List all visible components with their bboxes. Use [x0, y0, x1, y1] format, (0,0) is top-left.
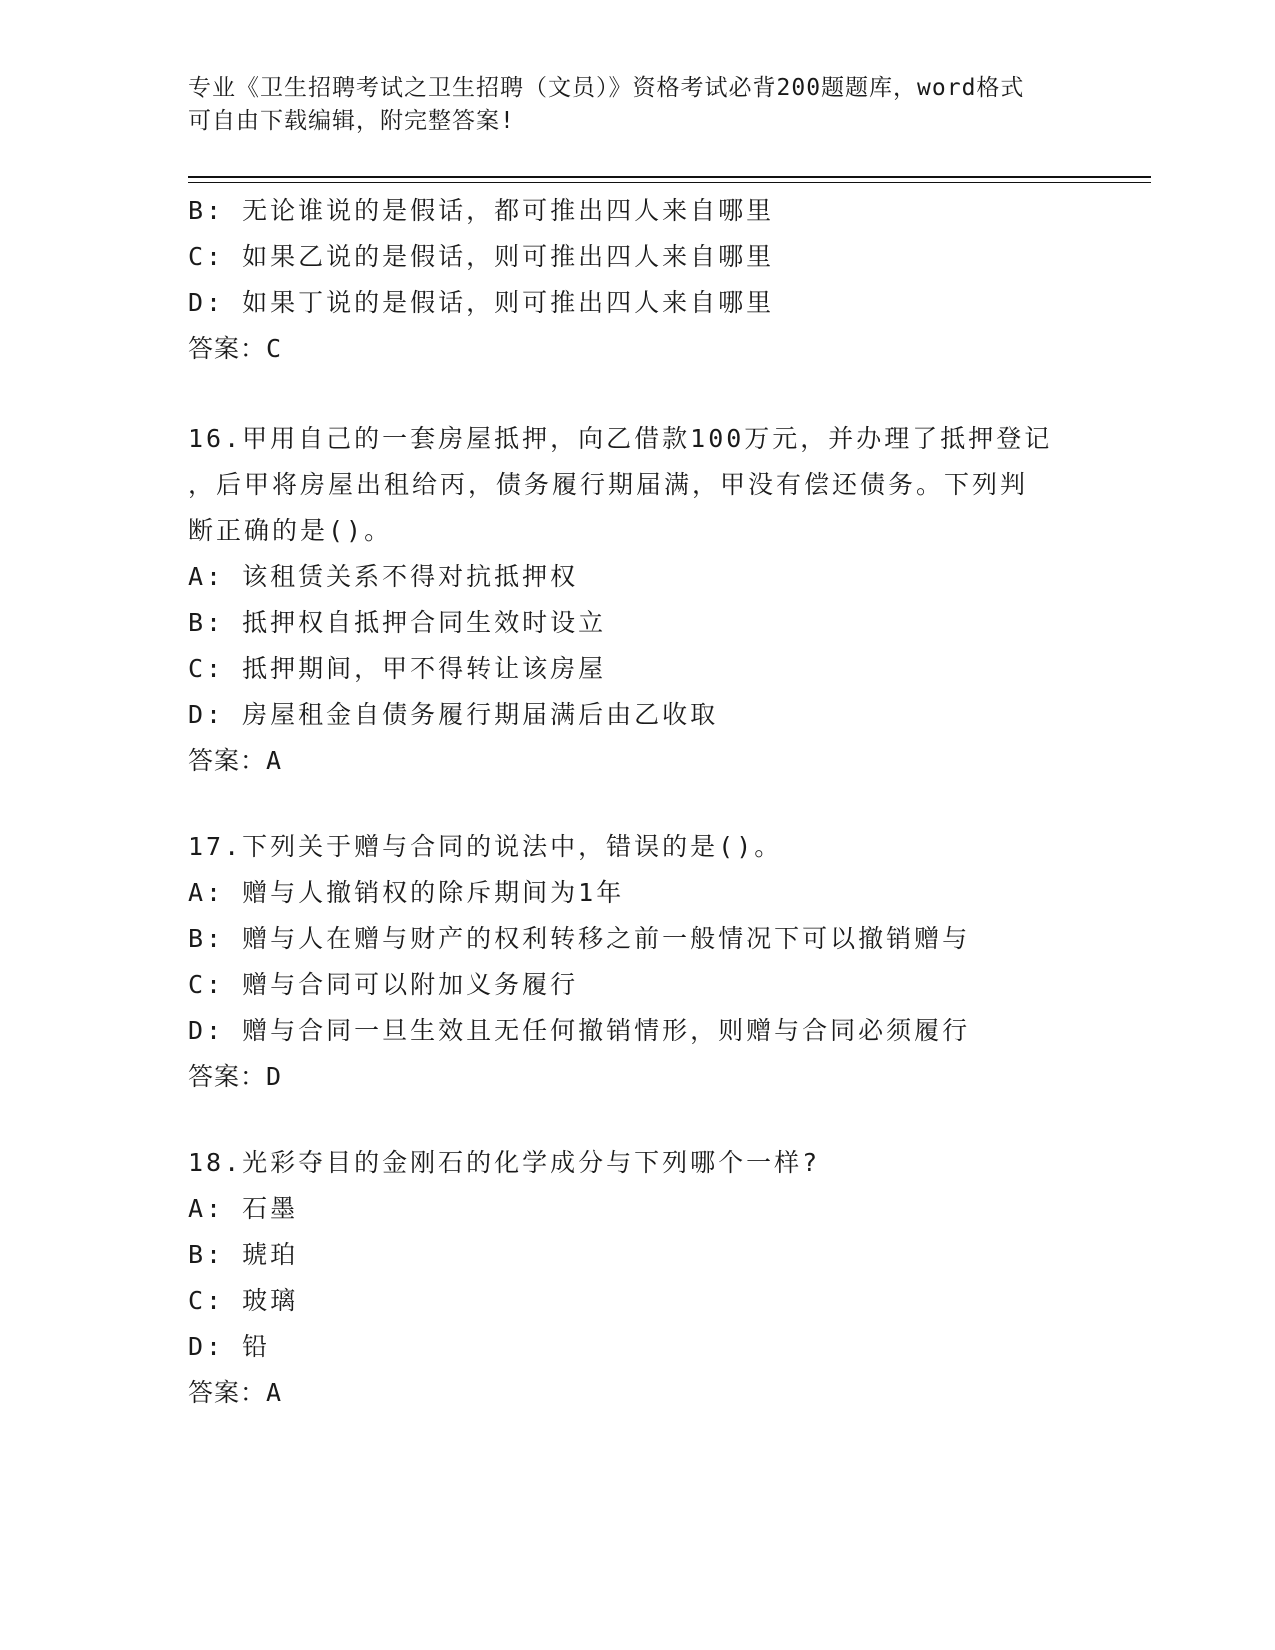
- spacer: [188, 1100, 1088, 1140]
- option-c: C: 如果乙说的是假话，则可推出四人来自哪里: [188, 242, 775, 271]
- option-d: D: 铅: [188, 1332, 271, 1361]
- question-stem-line: 16.甲用自己的一套房屋抵押，向乙借款100万元，并办理了抵押登记: [188, 424, 1053, 453]
- answer-line: 答案：A: [188, 1378, 283, 1407]
- prev-question-block: [188, 188, 1088, 372]
- option-d: D: 房屋租金自债务履行期届满后由乙收取: [188, 700, 719, 729]
- option-b: B: 琥珀: [188, 1240, 299, 1269]
- answer-line: 答案：C: [188, 334, 283, 363]
- header-divider-thin: [188, 182, 1151, 183]
- question-stem-line: 断正确的是()。: [188, 516, 393, 545]
- option-b: B: 无论谁说的是假话，都可推出四人来自哪里: [188, 196, 775, 225]
- option-b: B: 抵押权自抵押合同生效时设立: [188, 608, 607, 637]
- option-a: A: 该租赁关系不得对抗抵押权: [188, 562, 579, 591]
- question-18: [188, 1140, 1088, 1416]
- spacer: [188, 784, 1088, 824]
- answer-line: 答案：D: [188, 1062, 283, 1091]
- header-divider-thick: [188, 176, 1151, 178]
- option-c: C: 赠与合同可以附加义务履行: [188, 970, 579, 999]
- option-a: A: 石墨: [188, 1194, 299, 1223]
- question-17: [188, 824, 1088, 1100]
- question-content: [188, 188, 1088, 1416]
- question-stem-line: 18.光彩夺目的金刚石的化学成分与下列哪个一样?: [188, 1148, 821, 1177]
- answer-line: 答案：A: [188, 746, 283, 775]
- question-stem-line: ，后甲将房屋出租给丙，债务履行期届满，甲没有偿还债务。下列判: [188, 470, 1029, 499]
- question-16: [188, 416, 1088, 784]
- option-d: D: 赠与合同一旦生效且无任何撤销情形，则赠与合同必须履行: [188, 1016, 971, 1045]
- spacer: [188, 372, 1088, 416]
- option-d: D: 如果丁说的是假话，则可推出四人来自哪里: [188, 288, 775, 317]
- question-stem-line: 17.下列关于赠与合同的说法中，错误的是()。: [188, 832, 783, 861]
- option-c: C: 玻璃: [188, 1286, 299, 1315]
- option-b: B: 赠与人在赠与财产的权利转移之前一般情况下可以撤销赠与: [188, 924, 971, 953]
- document-header: 专业《卫生招聘考试之卫生招聘（文员）》资格考试必背200题题库，word格式 可自由下载编辑，附完整答案!: [188, 75, 1025, 134]
- option-c: C: 抵押期间，甲不得转让该房屋: [188, 654, 607, 683]
- option-a: A: 赠与人撤销权的除斥期间为1年: [188, 878, 625, 907]
